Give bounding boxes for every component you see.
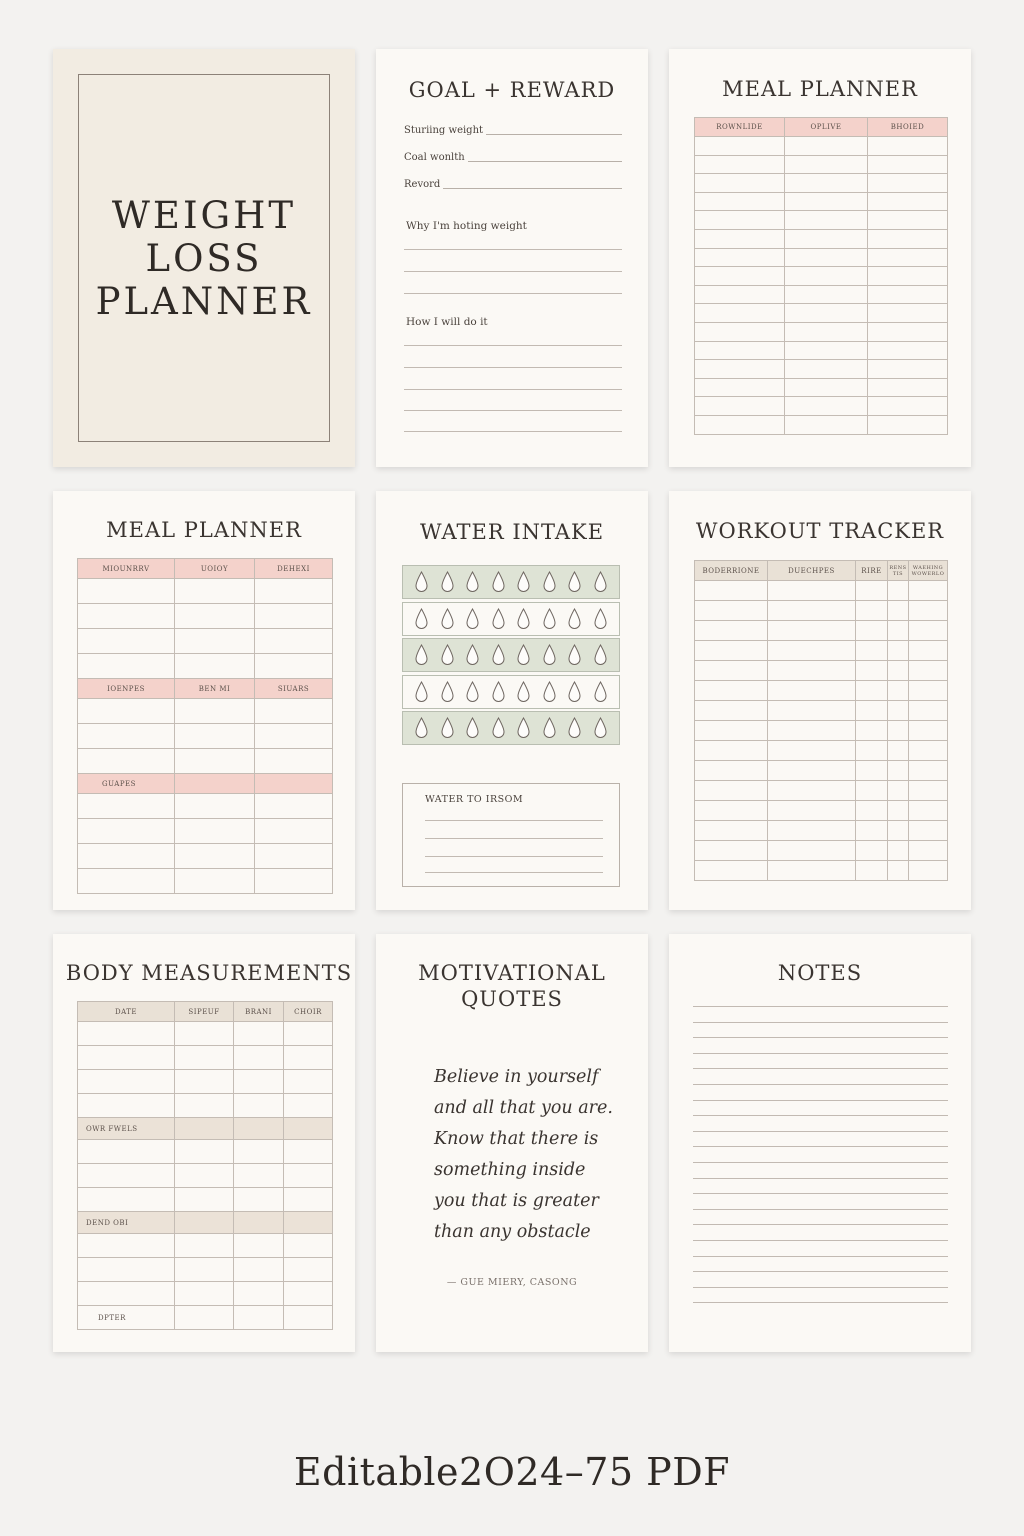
section-label: GUAPES <box>78 774 175 794</box>
water-drop-icon[interactable] <box>492 571 505 593</box>
writing-line[interactable] <box>693 1131 948 1132</box>
water-drop-icon[interactable] <box>466 644 479 666</box>
quote-line: Believe in yourself <box>434 1067 599 1087</box>
water-box-label: WATER TO IRSOM <box>425 794 524 805</box>
writing-line[interactable] <box>404 367 622 368</box>
quote-text <box>434 1062 628 1248</box>
row-label: DPTER <box>78 1306 175 1330</box>
table-row[interactable] <box>695 641 948 661</box>
table-row[interactable] <box>78 1234 333 1258</box>
table-row[interactable] <box>695 415 948 434</box>
cover-page <box>53 49 355 467</box>
water-drop-icon[interactable] <box>466 681 479 703</box>
water-intake-page <box>376 491 648 910</box>
table-row[interactable] <box>695 661 948 681</box>
water-drop-icon[interactable] <box>466 608 479 630</box>
workout-table <box>694 560 948 881</box>
table-row[interactable] <box>78 1188 333 1212</box>
why-label: Why I'm hoting weight <box>406 220 527 232</box>
table-row[interactable] <box>695 397 948 416</box>
page-title: MEAL PLANNER <box>106 518 302 542</box>
table-row[interactable] <box>695 360 948 379</box>
column-header: SIPEUF <box>175 1002 234 1022</box>
table-row[interactable] <box>78 1046 333 1070</box>
writing-line[interactable] <box>693 1302 948 1303</box>
table-row[interactable] <box>695 781 948 801</box>
goal-reward-page <box>376 49 648 467</box>
table-row[interactable] <box>78 749 333 774</box>
table-row[interactable] <box>78 604 333 629</box>
water-drop-icon[interactable] <box>543 644 556 666</box>
water-drop-icon[interactable] <box>492 717 505 739</box>
notes-page <box>669 934 971 1352</box>
water-drop-icon[interactable] <box>594 681 607 703</box>
water-drop-icon[interactable] <box>594 608 607 630</box>
table-row[interactable] <box>78 1022 333 1046</box>
water-drop-icon[interactable] <box>517 717 530 739</box>
cover-title-line: LOSS <box>145 237 263 280</box>
table-row[interactable] <box>695 285 948 304</box>
column-header: DATE <box>78 1002 175 1022</box>
table-row[interactable] <box>78 654 333 679</box>
writing-line[interactable] <box>693 1256 948 1257</box>
reward-field[interactable] <box>404 175 622 191</box>
section-label: OWR FWELS <box>78 1118 175 1140</box>
column-header: BHOIED <box>868 118 948 137</box>
writing-line[interactable] <box>693 1037 948 1038</box>
table-row[interactable] <box>78 1140 333 1164</box>
table-row[interactable] <box>695 248 948 267</box>
writing-line[interactable] <box>404 271 622 272</box>
table-row[interactable] <box>695 304 948 323</box>
writing-line[interactable] <box>693 1162 948 1163</box>
water-drop-icon[interactable] <box>492 644 505 666</box>
writing-line[interactable] <box>693 1209 948 1210</box>
table-row[interactable] <box>695 378 948 397</box>
water-drop-icon[interactable] <box>543 608 556 630</box>
writing-line[interactable] <box>693 1224 948 1225</box>
writing-line[interactable] <box>693 1193 948 1194</box>
table-row[interactable] <box>78 1070 333 1094</box>
table-row[interactable] <box>695 621 948 641</box>
quote-line: something inside <box>434 1160 586 1180</box>
table-row[interactable] <box>78 579 333 604</box>
body-measurements-page <box>53 934 355 1352</box>
table-row[interactable] <box>695 801 948 821</box>
column-header: RIRE <box>856 561 888 581</box>
table-row[interactable] <box>78 1258 333 1282</box>
table-row[interactable] <box>695 192 948 211</box>
writing-line[interactable] <box>404 249 622 250</box>
water-drop-icon[interactable] <box>466 571 479 593</box>
table-row[interactable] <box>78 724 333 749</box>
table-row[interactable] <box>78 794 333 819</box>
table-row[interactable] <box>695 861 948 881</box>
starting-weight-field[interactable] <box>404 121 622 137</box>
writing-line[interactable] <box>425 820 603 821</box>
writing-line[interactable] <box>693 1053 948 1054</box>
section-row <box>78 1212 333 1234</box>
water-drop-icon[interactable] <box>543 681 556 703</box>
writing-line[interactable] <box>404 345 622 346</box>
page-title: MEAL PLANNER <box>722 77 918 101</box>
quote-line: you that is greater <box>434 1191 599 1211</box>
quote-attribution: — GUE MIERY, CASONG <box>446 1277 578 1288</box>
water-drop-icon[interactable] <box>466 717 479 739</box>
water-drop-icon[interactable] <box>441 644 454 666</box>
section-row <box>78 1118 333 1140</box>
cover-title <box>53 194 355 323</box>
column-header: IOENPES <box>78 679 175 699</box>
table-row[interactable] <box>695 267 948 286</box>
table-row[interactable] <box>695 229 948 248</box>
water-drop-icon[interactable] <box>594 644 607 666</box>
writing-line[interactable] <box>425 838 603 839</box>
water-drop-icon[interactable] <box>441 571 454 593</box>
table-row[interactable] <box>695 721 948 741</box>
table-row[interactable] <box>695 841 948 861</box>
table-row[interactable] <box>695 821 948 841</box>
table-row[interactable] <box>78 699 333 724</box>
writing-line[interactable] <box>693 1287 948 1288</box>
table-row[interactable] <box>78 869 333 894</box>
column-header: BRANI <box>234 1002 284 1022</box>
writing-line[interactable] <box>404 389 622 390</box>
table-row[interactable] <box>695 681 948 701</box>
meal-planner-page-1 <box>669 49 971 467</box>
writing-line[interactable] <box>693 1115 948 1116</box>
table-row[interactable] <box>78 819 333 844</box>
product-footer-text: Editable2O24–75 PDF <box>293 1450 731 1494</box>
table-row[interactable] <box>695 581 948 601</box>
column-header: BEN MI <box>175 679 255 699</box>
water-drop-icon[interactable] <box>517 681 530 703</box>
table-row[interactable] <box>78 844 333 869</box>
table-row[interactable] <box>695 741 948 761</box>
table-row[interactable] <box>78 1282 333 1306</box>
page-title <box>376 960 648 1012</box>
cover-title-line: WEIGHT <box>111 194 297 237</box>
writing-line[interactable] <box>693 1100 948 1101</box>
table-row[interactable] <box>695 137 948 156</box>
table-row[interactable] <box>695 174 948 193</box>
page-title: GOAL + REWARD <box>408 78 616 102</box>
water-drop-icon[interactable] <box>415 608 428 630</box>
field-label: Sturiing weight <box>404 125 484 136</box>
title-line: MOTIVATIONAL <box>418 961 606 985</box>
how-label: How I will do it <box>406 316 488 328</box>
table-row[interactable] <box>78 1306 333 1330</box>
writing-line[interactable] <box>693 1178 948 1179</box>
section-label: DEND OBI <box>78 1212 175 1234</box>
column-header: DEHEXI <box>255 559 333 579</box>
writing-line[interactable] <box>693 1022 948 1023</box>
water-drop-icon[interactable] <box>568 608 581 630</box>
water-drop-icon[interactable] <box>568 571 581 593</box>
table-row[interactable] <box>695 211 948 230</box>
writing-line[interactable] <box>404 431 622 432</box>
column-header: DUECHPES <box>768 561 856 581</box>
water-drop-icon[interactable] <box>517 571 530 593</box>
writing-line[interactable] <box>425 872 603 873</box>
page-title: WATER INTAKE <box>419 520 605 544</box>
column-header: CHOIR <box>284 1002 333 1022</box>
water-notes-box[interactable] <box>402 783 620 887</box>
table-row[interactable] <box>695 761 948 781</box>
writing-line[interactable] <box>693 1084 948 1085</box>
quote-line: Know that there is <box>434 1129 599 1149</box>
writing-line[interactable] <box>693 1271 948 1272</box>
water-row <box>402 638 620 672</box>
writing-line[interactable] <box>404 410 622 411</box>
meal-planner-page-2 <box>53 491 355 910</box>
water-drop-icon[interactable] <box>415 681 428 703</box>
page-title: BODY MEASUREMENTS <box>65 961 353 985</box>
table-row[interactable] <box>695 322 948 341</box>
water-drop-icon[interactable] <box>441 608 454 630</box>
motivational-quotes-page <box>376 934 648 1352</box>
table-row[interactable] <box>78 629 333 654</box>
water-drop-icon[interactable] <box>594 571 607 593</box>
writing-line[interactable] <box>425 856 603 857</box>
field-label: Coal wonlth <box>404 152 465 163</box>
title-line: QUOTES <box>461 987 563 1011</box>
meal-planner-table <box>77 558 333 894</box>
section-row <box>78 774 333 794</box>
water-row <box>402 711 620 745</box>
page-title: WORKOUT TRACKER <box>695 519 945 543</box>
column-header: RENS TIS <box>888 561 909 581</box>
water-drop-icon[interactable] <box>543 717 556 739</box>
column-header: WAEHING WOWERLO <box>909 561 948 581</box>
quote-line: and all that you are. <box>434 1098 613 1118</box>
water-drop-icon[interactable] <box>492 681 505 703</box>
table-row[interactable] <box>695 701 948 721</box>
body-measurements-table <box>77 1001 333 1330</box>
table-row[interactable] <box>78 1164 333 1188</box>
writing-line[interactable] <box>693 1240 948 1241</box>
quote-line: than any obstacle <box>434 1222 591 1242</box>
column-header: BODERRIONE <box>695 561 768 581</box>
table-row[interactable] <box>78 1094 333 1118</box>
column-header: MIOUNRRV <box>78 559 175 579</box>
water-row <box>402 675 620 709</box>
column-header: ROWNLIDE <box>695 118 785 137</box>
water-drop-icon[interactable] <box>415 571 428 593</box>
water-drop-icon[interactable] <box>492 608 505 630</box>
field-label: Revord <box>404 179 441 190</box>
column-header: OPLIVE <box>785 118 868 137</box>
writing-line[interactable] <box>693 1006 948 1007</box>
water-drop-icon[interactable] <box>568 717 581 739</box>
writing-line[interactable] <box>693 1068 948 1069</box>
water-row <box>402 602 620 636</box>
water-drop-icon[interactable] <box>543 571 556 593</box>
writing-line[interactable] <box>693 1146 948 1147</box>
goal-weight-field[interactable] <box>404 148 622 164</box>
column-header: SIUARS <box>255 679 333 699</box>
water-drop-icon[interactable] <box>441 681 454 703</box>
meal-planner-table <box>694 117 948 435</box>
table-row[interactable] <box>695 601 948 621</box>
water-drop-icon[interactable] <box>568 681 581 703</box>
writing-line[interactable] <box>404 293 622 294</box>
water-drop-icon[interactable] <box>441 717 454 739</box>
water-row <box>402 565 620 599</box>
water-drop-icon[interactable] <box>415 717 428 739</box>
cover-title-line: PLANNER <box>95 280 313 323</box>
table-row[interactable] <box>695 155 948 174</box>
water-drop-icon[interactable] <box>517 608 530 630</box>
workout-tracker-page <box>669 491 971 910</box>
water-drop-icon[interactable] <box>415 644 428 666</box>
water-drop-icon[interactable] <box>594 717 607 739</box>
water-drop-icon[interactable] <box>517 644 530 666</box>
page-title: NOTES <box>777 961 863 985</box>
column-header: UOIOY <box>175 559 255 579</box>
water-drop-icon[interactable] <box>568 644 581 666</box>
table-row[interactable] <box>695 341 948 360</box>
